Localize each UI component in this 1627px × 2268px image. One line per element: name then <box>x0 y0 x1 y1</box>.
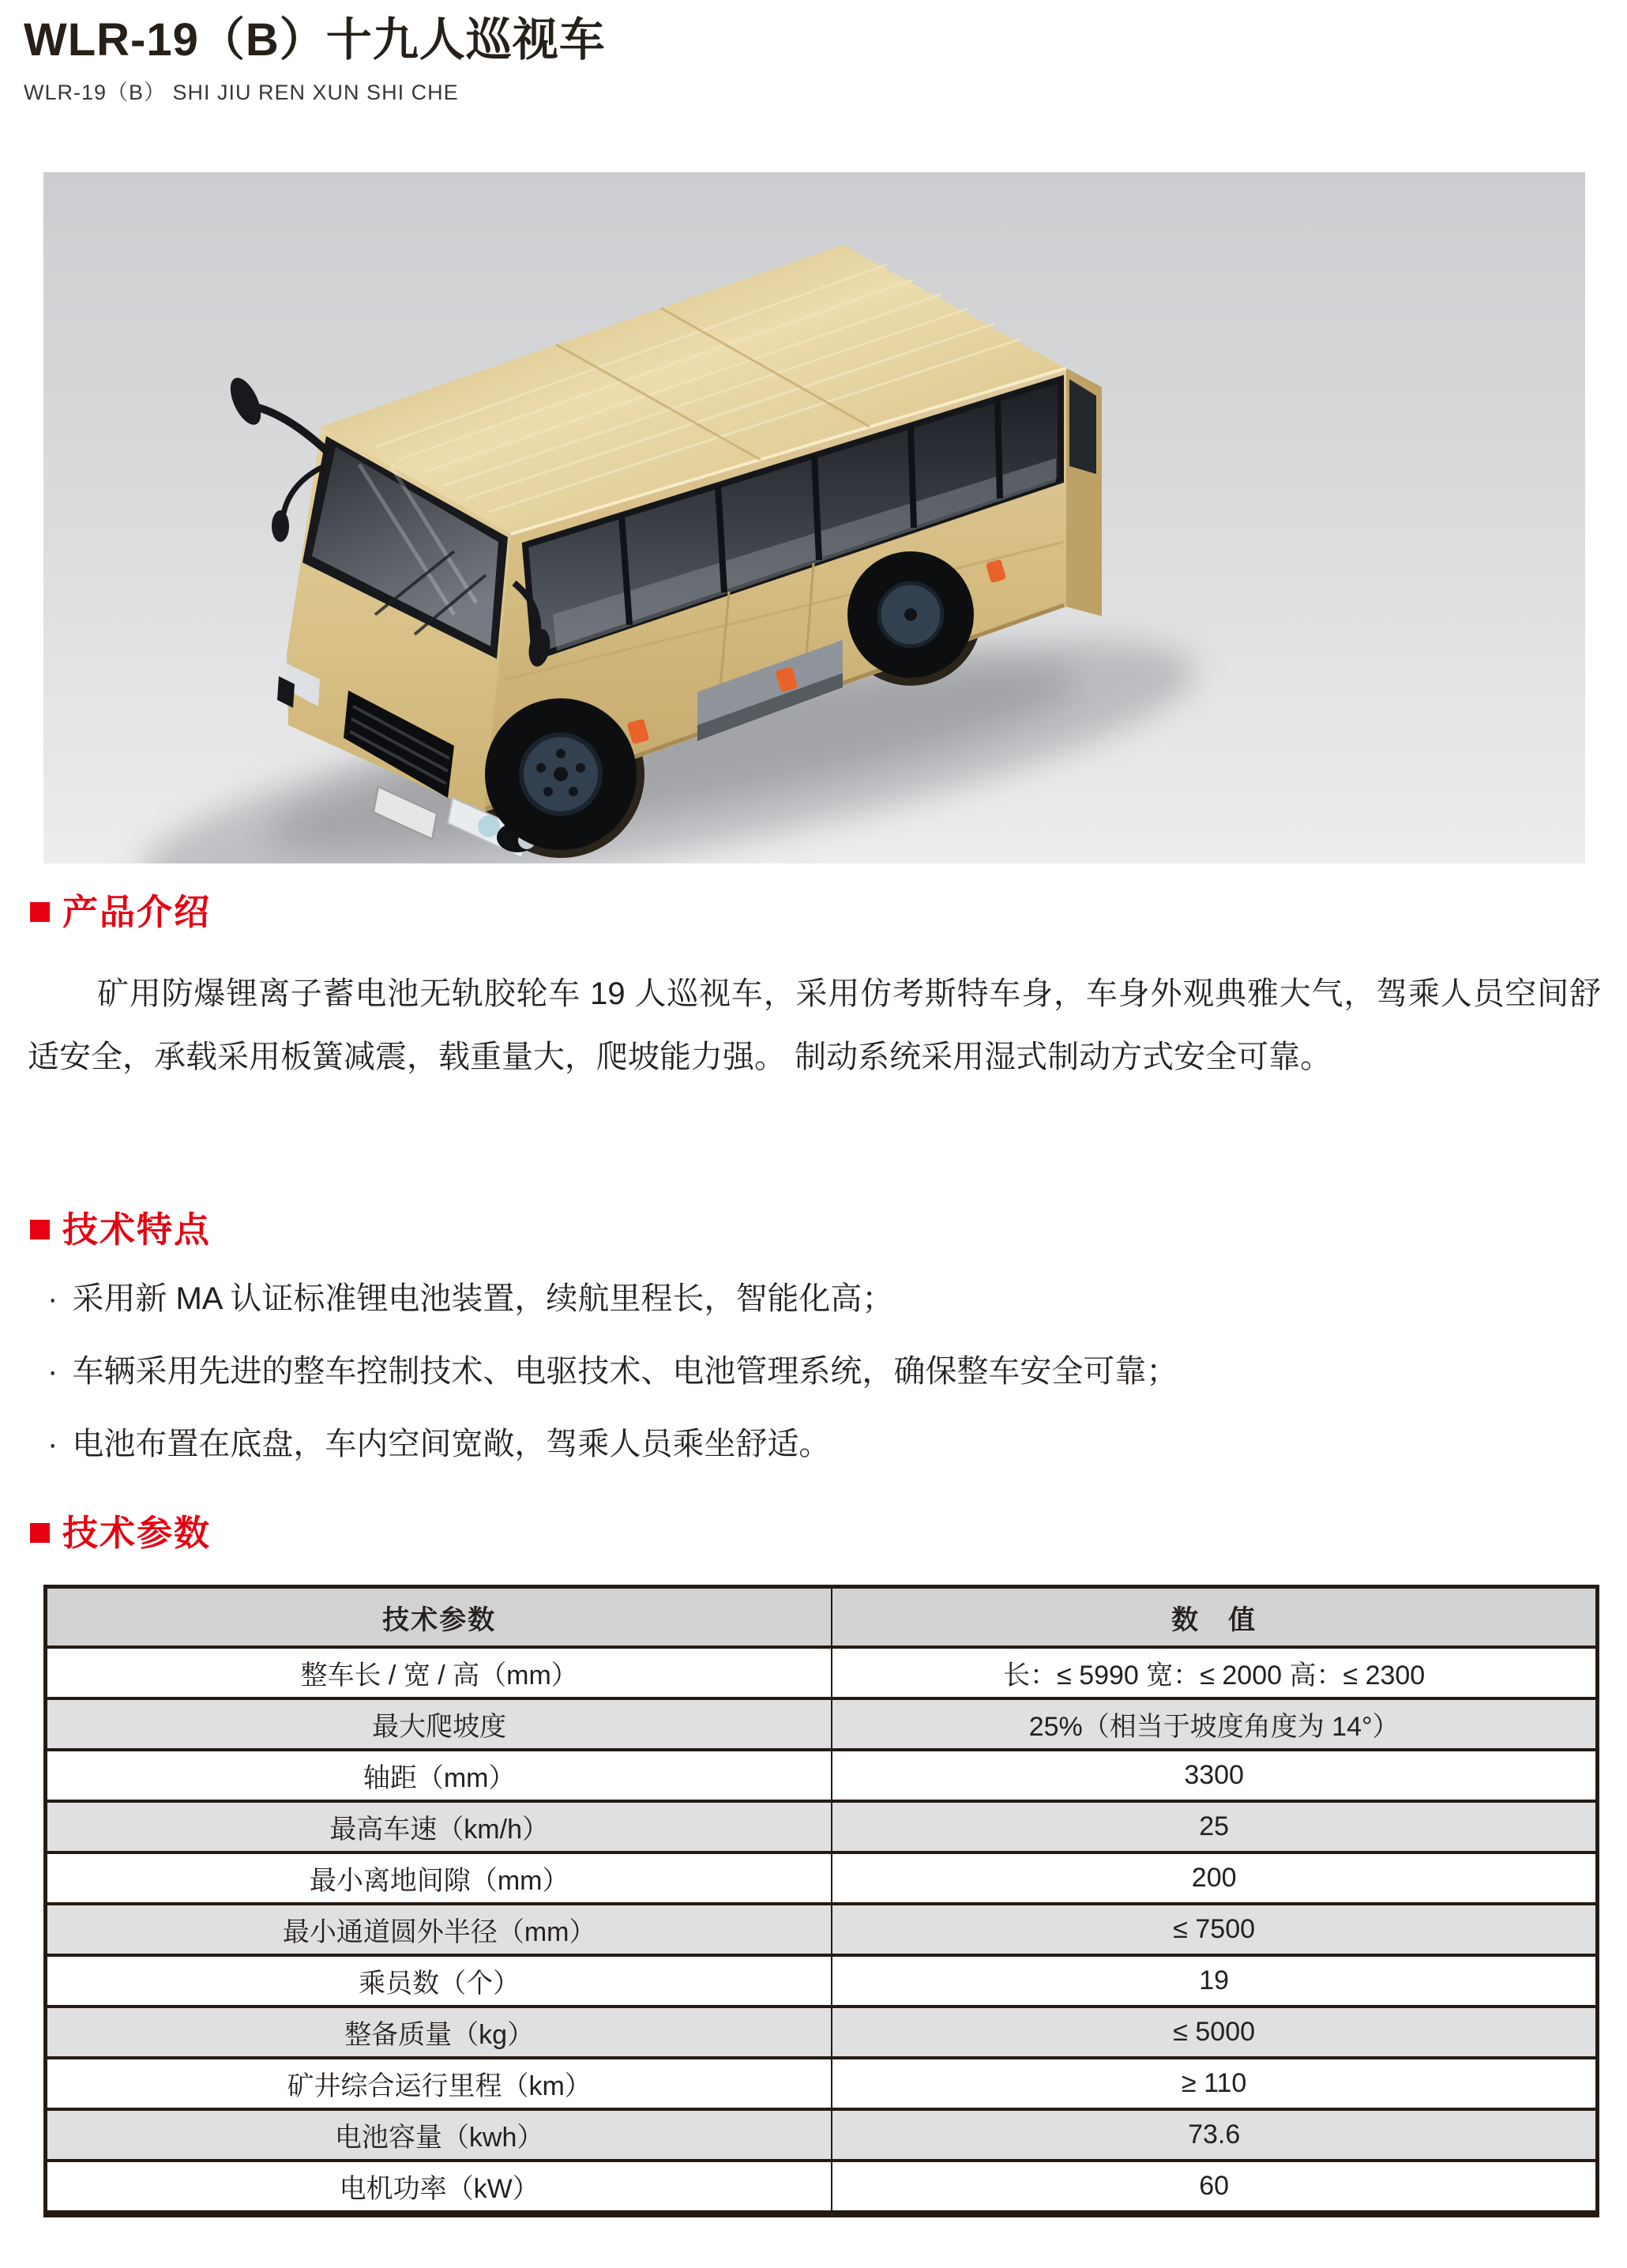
param-cell: 最小离地间隙（mm） <box>46 1852 832 1904</box>
spec-table <box>43 1585 1599 2217</box>
feature-text: 电池布置在底盘，车内空间宽敞，驾乘人员乘坐舒适。 <box>72 1427 831 1461</box>
col-header-value: 数 值 <box>832 1587 1597 1648</box>
section-bullet-icon <box>30 1523 50 1543</box>
value-cell: 25%（相当于坡度角度为 14°） <box>832 1698 1597 1750</box>
features-heading: 技术特点 <box>62 1209 212 1250</box>
value-cell: 73.6 <box>832 2109 1597 2161</box>
feature-item <box>47 1262 1595 1335</box>
value-cell: 60 <box>832 2161 1597 2214</box>
table-row <box>46 2109 1598 2161</box>
page-subtitle: WLR-19（B） SHI JIU REN XUN SHI CHE <box>24 80 459 104</box>
value-cell: ≤ 5000 <box>832 2007 1597 2058</box>
param-cell: 乘员数（个） <box>46 1955 832 2007</box>
intro-paragraph: 矿用防爆锂离子蓄电池无轨胶轮车 19 人巡视车，采用仿考斯特车身，车身外观典雅大气，驾乘人员空间舒适安全，承载采用板簧减震，载重量大，爬坡能力强。 制动系统采用湿式制动方式安全可靠。 <box>28 976 1601 1074</box>
param-cell: 最大爬坡度 <box>46 1698 832 1750</box>
param-cell: 整备质量（kg） <box>46 2007 832 2058</box>
table-row <box>46 1852 1598 1904</box>
intro-heading: 产品介绍 <box>62 892 212 932</box>
feature-text: 车辆采用先进的整车控制技术、电驱技术、电池管理系统，确保整车安全可靠； <box>72 1354 1178 1389</box>
value-cell: 3300 <box>832 1750 1597 1801</box>
table-row <box>46 2058 1598 2109</box>
table-row <box>46 1904 1598 1955</box>
param-cell: 最小通道圆外半径（mm） <box>46 1904 832 1955</box>
section-bullet-icon <box>30 1220 50 1239</box>
product-image <box>43 172 1585 863</box>
value-cell: 200 <box>832 1852 1597 1904</box>
section-bullet-icon <box>30 902 50 922</box>
param-cell: 最高车速（km/h） <box>46 1801 832 1852</box>
col-header-param: 技术参数 <box>46 1587 832 1648</box>
value-cell: 25 <box>832 1801 1597 1852</box>
feature-text: 采用新 MA 认证标准锂电池装置，续航里程长，智能化高； <box>72 1281 894 1316</box>
feature-item <box>47 1408 1595 1480</box>
feature-list <box>47 1262 1595 1480</box>
value-cell: ≤ 7500 <box>832 1904 1597 1955</box>
feature-item <box>47 1335 1595 1408</box>
table-row <box>46 1801 1598 1852</box>
table-row <box>46 2161 1598 2214</box>
dot-bullet: · <box>47 1281 58 1316</box>
bus-illustration <box>43 172 1585 863</box>
rear-wheel <box>847 551 974 678</box>
value-cell: ≥ 110 <box>832 2058 1597 2109</box>
dot-bullet: · <box>47 1354 58 1389</box>
value-cell: 长：≤ 5990 宽：≤ 2000 高：≤ 2300 <box>832 1647 1597 1698</box>
param-cell: 电机功率（kW） <box>46 2161 832 2214</box>
table-row <box>46 1955 1598 2007</box>
table-row <box>46 1750 1598 1801</box>
page-header <box>24 14 1595 106</box>
table-row <box>46 1647 1598 1698</box>
specs-section-header <box>30 1515 211 1551</box>
param-cell: 整车长 / 宽 / 高（mm） <box>46 1647 832 1698</box>
value-cell: 19 <box>832 1955 1597 2007</box>
specs-heading: 技术参数 <box>62 1513 212 1553</box>
table-row <box>46 1698 1598 1750</box>
front-wheel <box>485 698 637 850</box>
spec-table-header-row <box>46 1587 1598 1648</box>
param-cell: 矿井综合运行里程（km） <box>46 2058 832 2109</box>
param-cell: 电池容量（kwh） <box>46 2109 832 2161</box>
dot-bullet: · <box>47 1427 58 1461</box>
intro-section-header <box>30 894 211 930</box>
param-cell: 轴距（mm） <box>46 1750 832 1801</box>
page-title: WLR-19（B）十九人巡视车 <box>24 14 606 66</box>
features-section-header <box>30 1209 212 1250</box>
table-row <box>46 2007 1598 2058</box>
